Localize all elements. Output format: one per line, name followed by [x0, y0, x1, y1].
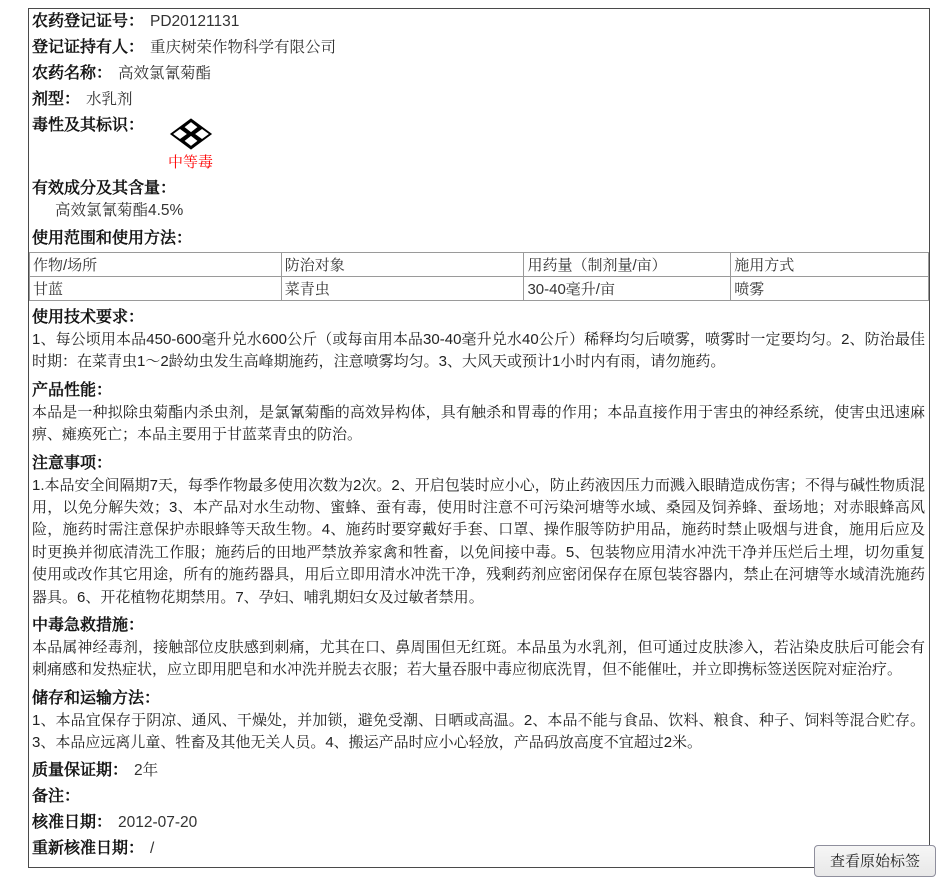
field-certificate-holder — [29, 35, 929, 61]
field-formulation — [29, 87, 929, 113]
field-label: 登记证持有人： — [32, 39, 145, 56]
field-label: 农药登记证号： — [32, 13, 145, 30]
usage-table-row — [30, 277, 929, 301]
usage-col-crop-header: 作物/场所 — [30, 253, 282, 277]
field-label: 重新核准日期： — [32, 839, 145, 857]
view-original-label-button[interactable]: 查看原始标签 — [814, 845, 936, 877]
usage-cell-crop: 甘蓝 — [30, 277, 282, 301]
toxicity-level-text: 中等毒 — [168, 154, 214, 171]
first-aid-heading: 中毒急救措施： — [32, 617, 145, 635]
field-label: 核准日期： — [32, 813, 113, 831]
storage-transport-body: 1、本品宜保存于阴凉、通风、干燥处，并加锁，避免受潮、日晒或高温。2、本品不能与食品、饮料、粮食、种子、饲料等混合贮存。3、本品应远离儿童、牲畜及其他无关人员。4、搬运产品时应小心轻放，产品码放高度不宜超过2米。 — [32, 711, 925, 752]
field-label: 备注： — [32, 787, 81, 805]
field-value: PD20121131 — [150, 13, 240, 30]
precautions-body: 1.本品安全间隔期7天，每季作物最多使用次数为2次。2、开启包装时应小心，防止药液因压力而溅入眼睛造成伤害；不得与碱性物质混用，以免分解失效；3、本产品对水生动物、蜜蜂、蚕有毒，使用时注意不可污染河塘等水域、桑园及饲养蜂、蚕场地；对赤眼蜂高风险，施药时需注意保护赤眼蜂等天敌生物。4、施药时要穿戴好手套、口罩、操作服等防护用品，施药时禁止吸烟与进食，施用后应及时更换并彻底清洗工作服；施药后的田地严禁放养家禽和牲畜，以免间接中毒。5、包装物应用清水冲洗干净并压烂后土埋，切勿重复使用或改作其它用途，所有的施药器具，用后立即用清水冲洗干净，残剩药剂应密闭保存在原包装容器内，禁止在河塘等水域清洗施药器具。6、开花植物花期禁用。7、孕妇、哺乳期妇女及过敏者禁用。 — [32, 476, 925, 606]
field-value: / — [150, 839, 155, 857]
active-ingredient-value: 高效氯氰菊酯4.5% — [55, 202, 184, 219]
field-label: 剂型： — [32, 91, 81, 108]
usage-table — [29, 252, 929, 301]
product-performance-body: 本品是一种拟除虫菊酯内杀虫剂，是氯氰菊酯的高效异构体，具有触杀和胃毒的作用；本品直接作用于害虫的神经系统，使害虫迅速麻痹、瘫痪死亡；本品主要用于甘蓝菜青虫的防治。 — [32, 403, 925, 444]
field-registration-number — [29, 9, 929, 35]
toxicity-diamond-crossbones-icon — [169, 117, 213, 151]
field-shelf-life — [29, 758, 929, 784]
usage-col-target-header: 防治对象 — [281, 253, 524, 277]
field-approval-date — [29, 810, 929, 836]
field-label: 质量保证期： — [32, 761, 129, 779]
storage-transport-heading: 储存和运输方法： — [32, 689, 161, 707]
usage-cell-method: 喷雾 — [731, 277, 929, 301]
toxicity-block — [168, 117, 213, 172]
field-value: 2年 — [134, 761, 159, 779]
product-performance-heading: 产品性能： — [32, 381, 113, 399]
registration-detail-box — [28, 8, 930, 868]
technical-requirements-heading: 使用技术要求： — [32, 309, 145, 326]
field-value: 重庆树荣作物科学有限公司 — [150, 39, 337, 56]
field-pesticide-name — [29, 61, 929, 87]
active-ingredient-heading: 有效成分及其含量： — [32, 180, 177, 197]
field-value: 2012-07-20 — [118, 813, 198, 831]
field-label: 农药名称： — [32, 65, 113, 82]
first-aid-body: 本品属神经毒剂，接触部位皮肤感到刺痛，尤其在口、鼻周围但无红斑。本品虽为水乳剂，但可通过皮肤渗入，若沾染皮肤后可能会有刺痛感和发热症状，应立即用肥皂和水冲洗并脱去衣服；若大量吞服中毒应彻底洗胃，但不能催吐，并立即携标签送医院对症治疗。 — [32, 639, 925, 679]
field-label: 毒性及其标识： — [32, 117, 145, 134]
field-reapproval-date — [29, 836, 929, 862]
field-value: 高效氯氰菊酯 — [118, 65, 212, 82]
usage-col-method-header: 施用方式 — [731, 253, 929, 277]
field-value: 水乳剂 — [86, 91, 133, 108]
usage-cell-target: 菜青虫 — [281, 277, 524, 301]
field-remarks — [29, 784, 929, 810]
usage-col-dosage-header: 用药量（制剂量/亩） — [524, 253, 731, 277]
usage-table-header-row — [30, 253, 929, 277]
precautions-heading: 注意事项： — [32, 454, 113, 472]
technical-requirements-body: 1、每公顷用本品450-600毫升兑水600公斤（或每亩用本品30-40毫升兑水40公斤）稀释均匀后喷雾，喷雾时一定要均匀。2、防治最佳时期：在菜青虫1～2龄幼虫发生高峰期施药，注意喷雾均匀。3、大风天或预计1小时内有雨，请勿施药。 — [32, 331, 925, 371]
usage-heading: 使用范围和使用方法： — [32, 230, 193, 247]
usage-cell-dosage: 30-40毫升/亩 — [524, 277, 731, 301]
field-toxicity — [29, 113, 929, 172]
